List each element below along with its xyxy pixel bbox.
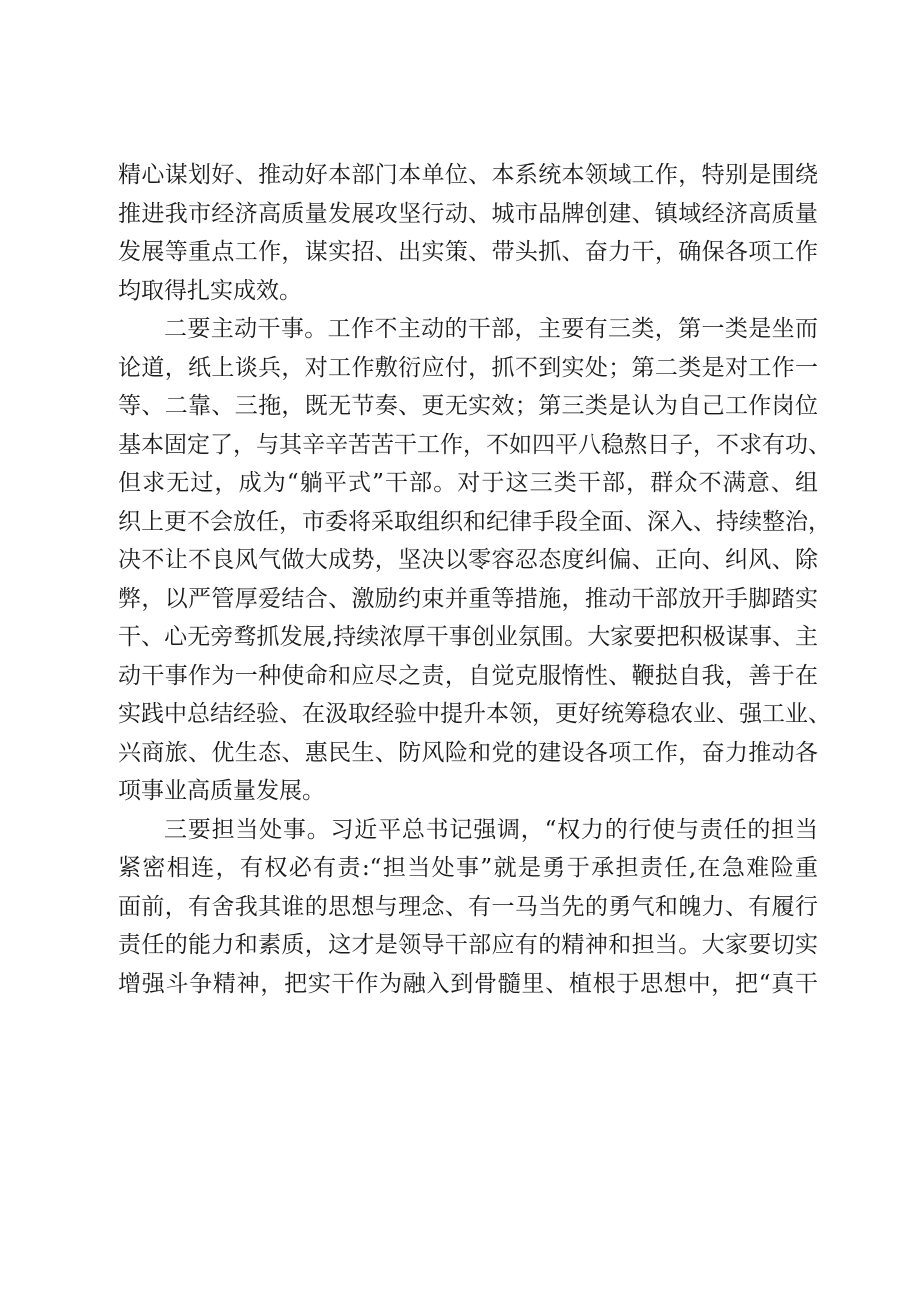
text-line: 精心谋划好、推动好本部门本单位、本系统本领域工作，特别是围绕	[118, 162, 818, 188]
text-line: 面前，有舍我其谁的思想与理念、有一马当先的勇气和魄力、有履行	[118, 893, 818, 920]
paragraph-first-line: 二要主动干事。工作不主动的干部，主要有三类，第一类是坐而	[164, 316, 818, 342]
text-line: 基本固定了，与其辛辛苦苦干工作，不如四平八稳熬日子，不求有功、	[118, 431, 831, 458]
text-line: 但求无过，成为“躺平式”干部。对于这三类干部，群众不满意、组	[118, 470, 818, 496]
text-line: 发展等重点工作，谋实招、出实策、带头抓、奋力干，确保各项工作	[118, 239, 818, 265]
text-line: 责任的能力和素质，这才是领导干部应有的精神和担当。大家要切实	[118, 932, 818, 958]
text-line: 决不让不良风气做大成势，坚决以零容忍态度纠偏、正向、纠风、除	[118, 547, 818, 573]
text-line: 实践中总结经验、在汲取经验中提升本领，更好统筹稳农业、强工业、	[118, 701, 831, 727]
text-line: 织上更不会放任，市委将采取组织和纪律手段全面、深入、持续整治，	[118, 508, 831, 535]
text-line: 等、二靠、三拖，既无节奏、更无实效；第三类是认为自己工作岗位	[118, 393, 818, 419]
text-line: 均取得扎实成效。	[118, 277, 302, 304]
paragraph-first-line: 三要担当处事。习近平总书记强调，“权力的行使与责任的担当	[164, 816, 818, 843]
text-line: 项事业高质量发展。	[118, 778, 325, 804]
text-line: 论道，纸上谈兵，对工作敷衍应付，抓不到实处；第二类是对工作一	[118, 354, 818, 381]
text-line: 弊，以严管厚爱结合、激励约束并重等措施，推动干部放开手脚踏实	[118, 585, 818, 612]
text-line: 干、心无旁骛抓发展,持续浓厚干事创业氛围。大家要把积极谋事、主	[118, 624, 818, 650]
text-line: 紧密相连，有权必有责:“担当处事”就是勇于承担责任,在急难险重	[118, 855, 818, 881]
text-line: 推进我市经济高质量发展攻坚行动、城市品牌创建、镇域经济高质量	[118, 200, 818, 227]
document-body	[118, 156, 831, 1003]
text-line: 增强斗争精神，把实干作为融入到骨髓里、植根于思想中，把“真干	[118, 970, 818, 997]
text-line: 兴商旅、优生态、惠民生、防风险和党的建设各项工作，奋力推动各	[118, 739, 818, 766]
text-line: 动干事作为一种使命和应尽之责，自觉克服惰性、鞭挞自我，善于在	[118, 662, 818, 689]
